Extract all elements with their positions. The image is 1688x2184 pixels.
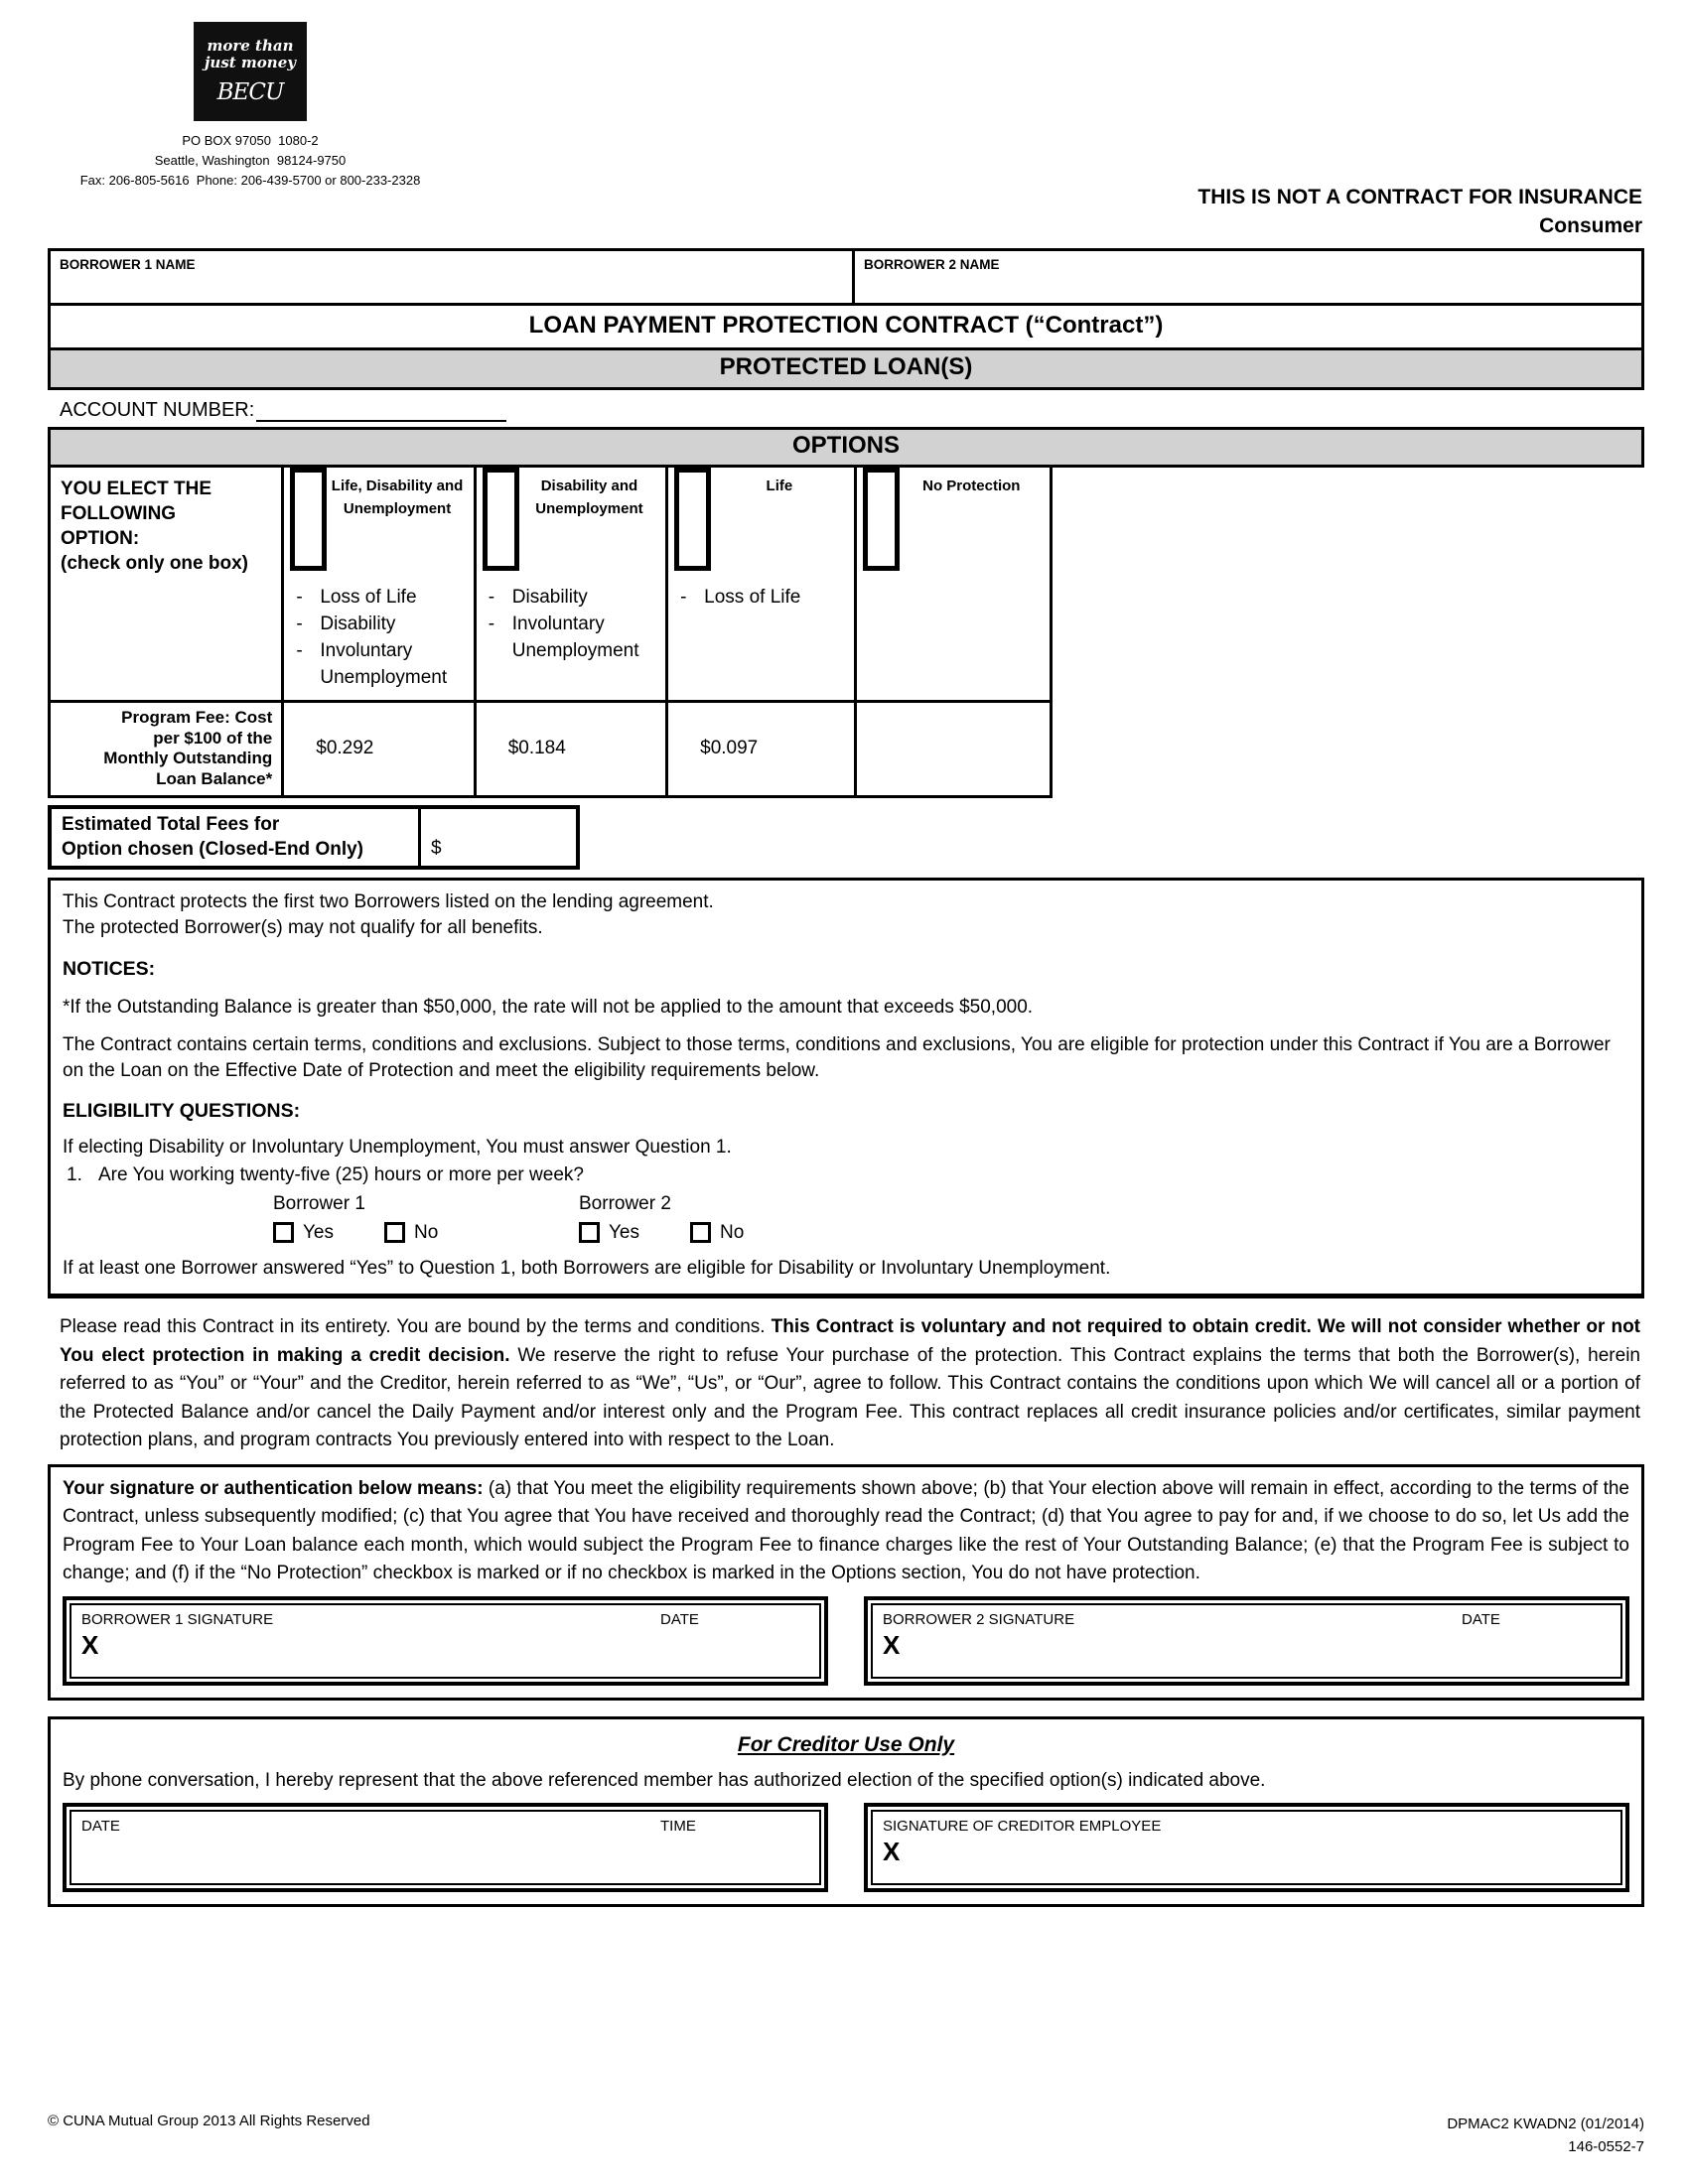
no-label: No — [720, 1221, 745, 1243]
borrower2-date-label: DATE — [1462, 1610, 1500, 1628]
account-number-row — [48, 390, 1644, 427]
copyright-text: © CUNA Mutual Group 2013 All Rights Reserved — [48, 2113, 370, 2129]
fee-life: $0.097 — [668, 703, 856, 795]
eligibility-answers-row — [273, 1220, 1629, 1246]
eligibility-questions-heading: ELIGIBILITY QUESTIONS: — [63, 1100, 301, 1123]
option-header-life: Life — [766, 478, 793, 494]
bullet-dash: - — [488, 587, 495, 608]
terms-conditions-notice: The Contract contains certain terms, conditions and exclusions. Subject to those terms, conditions and exclusions, You are eligible for protection under this Contract if You are a Borrower on the Loan on the Effective Date of Protection and meet the eligibility requirements below. — [63, 1033, 1611, 1081]
estimated-total-fees-box — [48, 805, 580, 870]
borrower1-name-field[interactable] — [51, 251, 855, 303]
borrower2-signature-box — [864, 1596, 1629, 1686]
bullet-dash: - — [296, 613, 303, 634]
qualify-benefits-text: The protected Borrower(s) may not qualify for all benefits. — [63, 917, 543, 939]
borrower2-yes-checkbox[interactable] — [579, 1222, 600, 1243]
option-header-no-protection: No Protection — [922, 478, 1021, 494]
account-number-input[interactable] — [256, 400, 506, 422]
address-line-3: Fax: 206-805-5616 Phone: 206-439-5700 or 800-233-2328 — [79, 173, 421, 189]
estimated-total-fees-label: Estimated Total Fees for Option chosen (Closed-End Only) — [52, 809, 421, 866]
options-section-bar: OPTIONS — [48, 427, 1644, 468]
fee-no-protection — [857, 703, 1050, 795]
bullet-text: Involuntary Unemployment — [511, 613, 639, 661]
borrower1-date-label: DATE — [660, 1610, 699, 1628]
protects-borrowers-text: This Contract protects the first two Borrowers listed on the lending agreement. — [63, 891, 714, 913]
bullet-dash: - — [296, 587, 303, 608]
contract-form — [48, 248, 1644, 1907]
elect-option-label: YOU ELECT THE FOLLOWING OPTION: (check only one box) — [51, 468, 284, 700]
creditor-signature-box — [864, 1803, 1629, 1892]
option-checkbox-disability-unemployment[interactable] — [483, 468, 519, 571]
option-header-disability-unemployment: Disability and Unemployment — [535, 478, 643, 518]
borrower2-signature-area[interactable] — [871, 1603, 1622, 1679]
option-disability-unemployment — [477, 468, 668, 700]
borrower1-yes-checkbox[interactable] — [273, 1222, 294, 1243]
bullet-text: Involuntary Unemployment — [320, 639, 448, 688]
logo-brand-text: BECU — [216, 79, 284, 106]
signature-meaning-paragraph — [63, 1475, 1629, 1588]
borrower1-answers — [273, 1220, 579, 1246]
option-bullets — [477, 571, 665, 673]
program-fee-label: Program Fee: Cost per $100 of the Monthly Outstanding Loan Balance* — [51, 703, 284, 795]
option-checkbox-life-disability-unemployment[interactable] — [290, 468, 327, 571]
creditor-x-mark: X — [883, 1836, 901, 1866]
option-bullets — [284, 571, 473, 700]
borrower2-name-field[interactable] — [855, 251, 1641, 303]
bullet-dash: - — [488, 613, 495, 634]
creditor-boxes-row — [63, 1803, 1629, 1892]
signature-section — [48, 1464, 1644, 1701]
borrower1-signature-box — [63, 1596, 828, 1686]
contract-title: LOAN PAYMENT PROTECTION CONTRACT (“Contract”) — [48, 306, 1644, 350]
creditor-signature-label: SIGNATURE OF CREDITOR EMPLOYEE — [883, 1817, 1162, 1835]
logo-tagline-line1: more than — [207, 36, 294, 55]
eligibility-result-text: If at least one Borrower answered “Yes” to Question 1, both Borrowers are eligible for Disability or Involuntary Unemployment. — [63, 1257, 1111, 1279]
not-insurance-notice: THIS IS NOT A CONTRACT FOR INSURANCE — [1197, 186, 1642, 208]
letterhead — [42, 22, 459, 191]
creditor-use-section — [48, 1716, 1644, 1907]
borrower-column-labels — [273, 1191, 1629, 1217]
bullet-text: Disability — [511, 587, 588, 608]
borrower1-signature-area[interactable] — [70, 1603, 821, 1679]
terms-intro: Please read this Contract in its entirety. You are bound by the terms and conditions. — [60, 1316, 772, 1338]
borrower2-x-mark: X — [883, 1629, 901, 1660]
bullet-dash: - — [296, 639, 303, 661]
question-1-text: Are You working twenty-five (25) hours or more per week? — [98, 1164, 584, 1186]
question-1 — [63, 1162, 1629, 1188]
borrower1-x-mark: X — [81, 1629, 99, 1660]
yes-label: Yes — [303, 1221, 334, 1243]
option-no-protection — [857, 468, 1050, 700]
creditor-date-time-box — [63, 1803, 828, 1892]
creditor-use-title: For Creditor Use Only — [737, 1732, 955, 1756]
page-footer — [48, 2113, 1644, 2159]
borrower2-signature-label: BORROWER 2 SIGNATURE — [883, 1610, 1075, 1628]
borrower2-no-checkbox[interactable] — [690, 1222, 711, 1243]
signature-boxes-row — [63, 1596, 1629, 1686]
bullet-text: Loss of Life — [704, 587, 801, 608]
outstanding-balance-notice: *If the Outstanding Balance is greater than $50,000, the rate will not be applied to the amount that exceeds $50,000. — [63, 996, 1034, 1018]
creditor-time-label: TIME — [660, 1817, 696, 1835]
fee-life-disability-unemployment: $0.292 — [284, 703, 476, 795]
top-right-banner — [1197, 183, 1642, 241]
options-header-row — [51, 468, 1050, 700]
bullet-text: Loss of Life — [320, 587, 417, 608]
creditor-date-time-area[interactable] — [70, 1810, 821, 1885]
form-identifiers — [1447, 2113, 1644, 2159]
fee-disability-unemployment: $0.184 — [477, 703, 668, 795]
signature-meaning-body: (a) that You meet the eligibility requirements shown above; (b) that Your election above will remain in effect, according to the terms of the Contract, unless subsequently modified; (c) that You agree that You have received and thoroughly read the Contract; (d) that You agree to pay for and, if we choose to do so, let Us add the Program Fee to Your Loan balance each month, which would subject the Program Fee to finance charges like the rest of Your Outstanding Balance; (e) that the Program Fee is subject to change; and (f) if the “No Protection” checkbox is marked or if no checkbox is marked in the Options section, You do not have protection. — [63, 1477, 1629, 1584]
option-bullets — [668, 571, 853, 619]
creditor-date-label: DATE — [81, 1817, 120, 1835]
notices-heading: NOTICES: — [63, 957, 156, 980]
company-address — [42, 131, 459, 191]
borrower2-answers — [579, 1220, 885, 1246]
options-table — [48, 468, 1053, 798]
creditor-signature-area[interactable] — [871, 1810, 1622, 1885]
borrower1-no-checkbox[interactable] — [384, 1222, 405, 1243]
form-code: DPMAC2 KWADN2 (01/2014) — [1447, 2116, 1644, 2132]
no-label: No — [414, 1221, 439, 1243]
program-fee-row — [51, 700, 1050, 795]
form-number: 146-0552-7 — [1568, 2138, 1644, 2156]
borrower1-name-label: BORROWER 1 NAME — [60, 257, 196, 272]
borrower2-column-label: Borrower 2 — [579, 1192, 671, 1214]
option-header-life-disability-unemployment: Life, Disability and Unemployment — [331, 478, 464, 518]
protected-loans-bar: PROTECTED LOAN(S) — [48, 350, 1644, 390]
eligibility-intro: If electing Disability or Involuntary Unemployment, You must answer Question 1. — [63, 1137, 732, 1159]
terms-rest: We reserve the right to refuse Your purchase of the protection. This Contract explains the terms that both the Borrower(s), herein referred to as “You” or “Your” and the Creditor, herein referred to as “We”, “Us”, or “Our”, agree to follow. This Contract contains the conditions upon which We will cancel all or a portion of the Protected Balance and/or cancel the Daily Payment and/or interest only and the Program Fee. This contract replaces all credit insurance policies and/or certificates, similar payment protection plans, and program contracts You previously entered into with respect to the Loan. — [60, 1344, 1640, 1451]
contract-terms-paragraph — [60, 1313, 1640, 1455]
borrower2-name-label: BORROWER 2 NAME — [864, 257, 1000, 272]
terms-voluntary-bold: This Contract is voluntary and not required to obtain credit. We will not consider whether or not You elect protection in making a credit decision. — [60, 1316, 1640, 1366]
option-life-disability-unemployment — [284, 468, 476, 700]
borrower1-signature-label: BORROWER 1 SIGNATURE — [81, 1610, 274, 1628]
bullet-dash: - — [680, 587, 687, 608]
option-life — [668, 468, 856, 700]
option-checkbox-no-protection[interactable] — [863, 468, 900, 571]
notices-eligibility-box — [48, 878, 1644, 1298]
estimated-total-fees-input[interactable] — [421, 809, 576, 866]
option-checkbox-life[interactable] — [674, 468, 711, 571]
signature-meaning-lead: Your signature or authentication below means: — [63, 1477, 489, 1499]
creditor-phone-statement: By phone conversation, I hereby represent that the above referenced member has authorized election of the specified option(s) indicated above. — [63, 1770, 1266, 1792]
account-number-label: ACCOUNT NUMBER: — [60, 399, 255, 421]
consumer-label: Consumer — [1539, 214, 1642, 238]
address-line-1: PO BOX 97050 1080-2 — [182, 133, 319, 148]
borrower1-column-label: Borrower 1 — [273, 1192, 365, 1214]
becu-logo — [194, 22, 307, 121]
dollar-sign: $ — [431, 838, 442, 860]
borrower-names-row — [48, 248, 1644, 306]
yes-label: Yes — [609, 1221, 639, 1243]
bullet-text: Disability — [320, 613, 396, 634]
question-1-number: 1. — [67, 1164, 82, 1186]
logo-tagline-line2: just money — [205, 53, 296, 71]
address-line-2: Seattle, Washington 98124-9750 — [154, 153, 347, 169]
